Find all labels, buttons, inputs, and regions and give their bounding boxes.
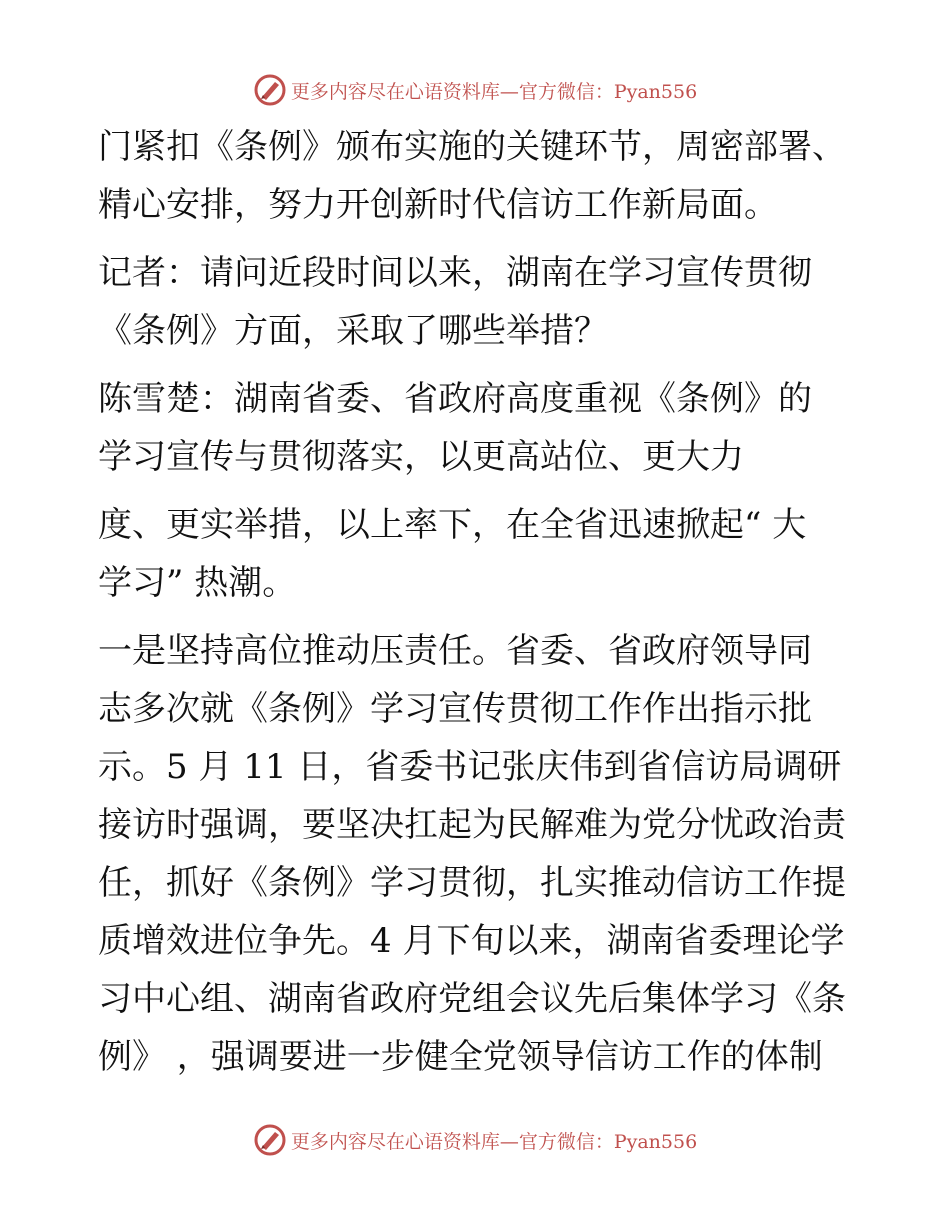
text-line: 精心安排，努力开创新时代信访工作新局面。	[98, 185, 778, 225]
paragraph-3	[98, 370, 858, 486]
text-line: 任，抓好《条例》学习贯彻，扎实推动信访工作提	[98, 863, 846, 903]
paragraph-5	[98, 622, 858, 1086]
text-line: 习中心组、湖南省政府党组会议先后集体学习《条	[98, 979, 846, 1019]
paragraph-4	[98, 496, 858, 612]
text-line: 记者：请问近段时间以来，湖南在学习宣传贯彻	[98, 253, 812, 293]
text-line: 度、更实举措，以上率下，在全省迅速掀起“ 大	[98, 505, 807, 545]
watermark-text: 更多内容尽在心语资料库—官方微信：Pyan556	[290, 80, 698, 103]
text-line: 陈雪楚：湖南省委、省政府高度重视《条例》的	[98, 379, 812, 419]
text-line: 示。5 月 11 日，省委书记张庆伟到省信访局调研	[98, 747, 842, 787]
text-line: 一是坚持高位推动压责任。省委、省政府领导同	[98, 631, 812, 671]
paragraph-2	[98, 244, 858, 360]
text-line: 《条例》方面，采取了哪些举措？	[98, 311, 608, 351]
text-line: 学习” 热潮。	[98, 563, 297, 603]
text-line: 接访时强调，要坚决扛起为民解难为党分忧政治责	[98, 805, 846, 845]
pen-logo-icon	[253, 73, 287, 107]
text-line: 例》 ，强调要进一步健全党领导信访工作的体制	[98, 1037, 823, 1077]
text-line: 学习宣传与贯彻落实，以更高站位、更大力	[98, 437, 744, 477]
header-watermark	[0, 70, 950, 110]
pen-logo-icon	[253, 1123, 287, 1157]
text-line: 门紧扣《条例》颁布实施的关键环节，周密部署、	[98, 127, 846, 167]
watermark-text: 更多内容尽在心语资料库—官方微信：Pyan556	[290, 1130, 698, 1153]
paragraph-1	[98, 118, 858, 234]
article-body	[98, 118, 858, 1086]
text-line: 质增效进位争先。4 月下旬以来，湖南省委理论学	[98, 921, 845, 961]
footer-watermark	[0, 1120, 950, 1160]
text-line: 志多次就《条例》学习宣传贯彻工作作出指示批	[98, 689, 812, 729]
